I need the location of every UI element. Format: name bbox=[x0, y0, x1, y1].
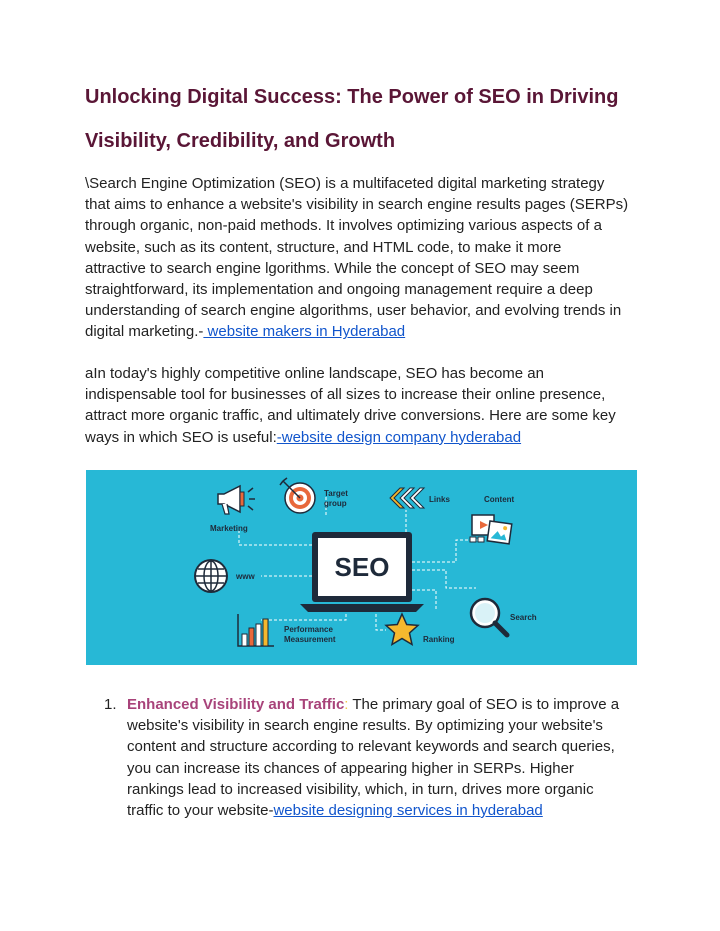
intro-last-line-text: digital marketing.- bbox=[85, 323, 204, 341]
second-last-line-text: ways in which SEO is useful: bbox=[85, 428, 277, 446]
page-title-line-2: Visibility, Credibility, and Growth bbox=[85, 130, 396, 152]
link-website-makers-hyderabad[interactable]: website makers in Hyderabad bbox=[203, 323, 406, 341]
second-line: aIn today's highly competitive online landscape, SEO has become an bbox=[85, 365, 544, 382]
label-ranking: Ranking bbox=[423, 635, 455, 644]
seo-illustration bbox=[86, 470, 637, 665]
label-www: www bbox=[236, 572, 255, 581]
label-group: group bbox=[324, 499, 347, 508]
list-item-line: website's visibility in search engine results. By optimizing your website's bbox=[127, 717, 603, 735]
link-website-designing-services[interactable]: website designing services in hyderabad bbox=[273, 802, 543, 820]
list-item-last-line-text: traffic to your website- bbox=[127, 802, 274, 820]
label-content: Content bbox=[484, 495, 515, 504]
seo-screen-text: SEO bbox=[334, 552, 390, 582]
list-item-line: you can increase its chances of appearing higher in SERPs. Higher bbox=[127, 759, 574, 777]
megaphone-icon bbox=[218, 486, 255, 514]
intro-line: straightforward, its implementation and ongoing management require a deep bbox=[85, 281, 593, 299]
label-performance: Performance bbox=[284, 625, 333, 634]
second-last-line bbox=[85, 427, 645, 448]
label-search: Search bbox=[510, 613, 537, 622]
intro-last-line bbox=[85, 321, 645, 342]
link-website-design-company[interactable]: -website design company hyderabad bbox=[276, 428, 522, 446]
globe-icon bbox=[194, 559, 228, 593]
star-icon bbox=[386, 614, 418, 645]
intro-line: website, such as its content, structure, and HTML code, to make it more bbox=[85, 238, 562, 256]
intro-paragraph bbox=[85, 173, 645, 343]
second-paragraph bbox=[85, 363, 645, 448]
list-item-last-line bbox=[127, 800, 647, 821]
search-icon bbox=[471, 599, 507, 635]
list-item-body bbox=[127, 694, 647, 821]
label-links: Links bbox=[429, 495, 450, 504]
content-icon bbox=[470, 515, 512, 544]
intro-line: through organic, non-paid methods. It involves optimizing various aspects of a bbox=[85, 217, 602, 235]
links-icon bbox=[390, 488, 424, 508]
list-item-colon: : bbox=[344, 696, 349, 713]
list-item-first-line bbox=[127, 694, 647, 715]
intro-line: \Search Engine Optimization (SEO) is a multifaceted digital marketing strategy bbox=[85, 175, 605, 192]
second-line: attract more organic traffic, and ultimately drive conversions. Here are some key bbox=[85, 407, 616, 425]
list-item-line: content and structure according to relevant keywords and search queries, bbox=[127, 738, 615, 756]
list-item-number: 1. bbox=[104, 696, 117, 713]
label-marketing: Marketing bbox=[210, 524, 248, 533]
list-item-title: Enhanced Visibility and Traffic bbox=[127, 696, 345, 713]
bar-chart-icon bbox=[238, 614, 274, 646]
label-measurement: Measurement bbox=[284, 635, 336, 644]
laptop-seo-icon bbox=[300, 532, 424, 612]
list-item-line: rankings lead to increased visibility, which, in turn, drives more organic bbox=[127, 780, 594, 798]
second-line: indispensable tool for businesses of all sizes to increase their online presence, bbox=[85, 386, 606, 404]
target-icon bbox=[280, 478, 315, 513]
intro-line: attractive to search engine lgorithms. While the concept of SEO may seem bbox=[85, 259, 580, 277]
intro-line: that aims to enhance a website's visibility in search engine results pages (SERPs) bbox=[85, 196, 629, 214]
page-title-line-1: Unlocking Digital Success: The Power of SEO in Driving bbox=[85, 86, 619, 108]
list-item-first-line-rest: The primary goal of SEO is to improve a bbox=[348, 696, 620, 713]
label-target: Target bbox=[324, 489, 348, 498]
seo-illustration-svg bbox=[86, 470, 637, 665]
intro-line: understanding of search engine algorithms, user behavior, and evolving trends in bbox=[85, 302, 622, 320]
